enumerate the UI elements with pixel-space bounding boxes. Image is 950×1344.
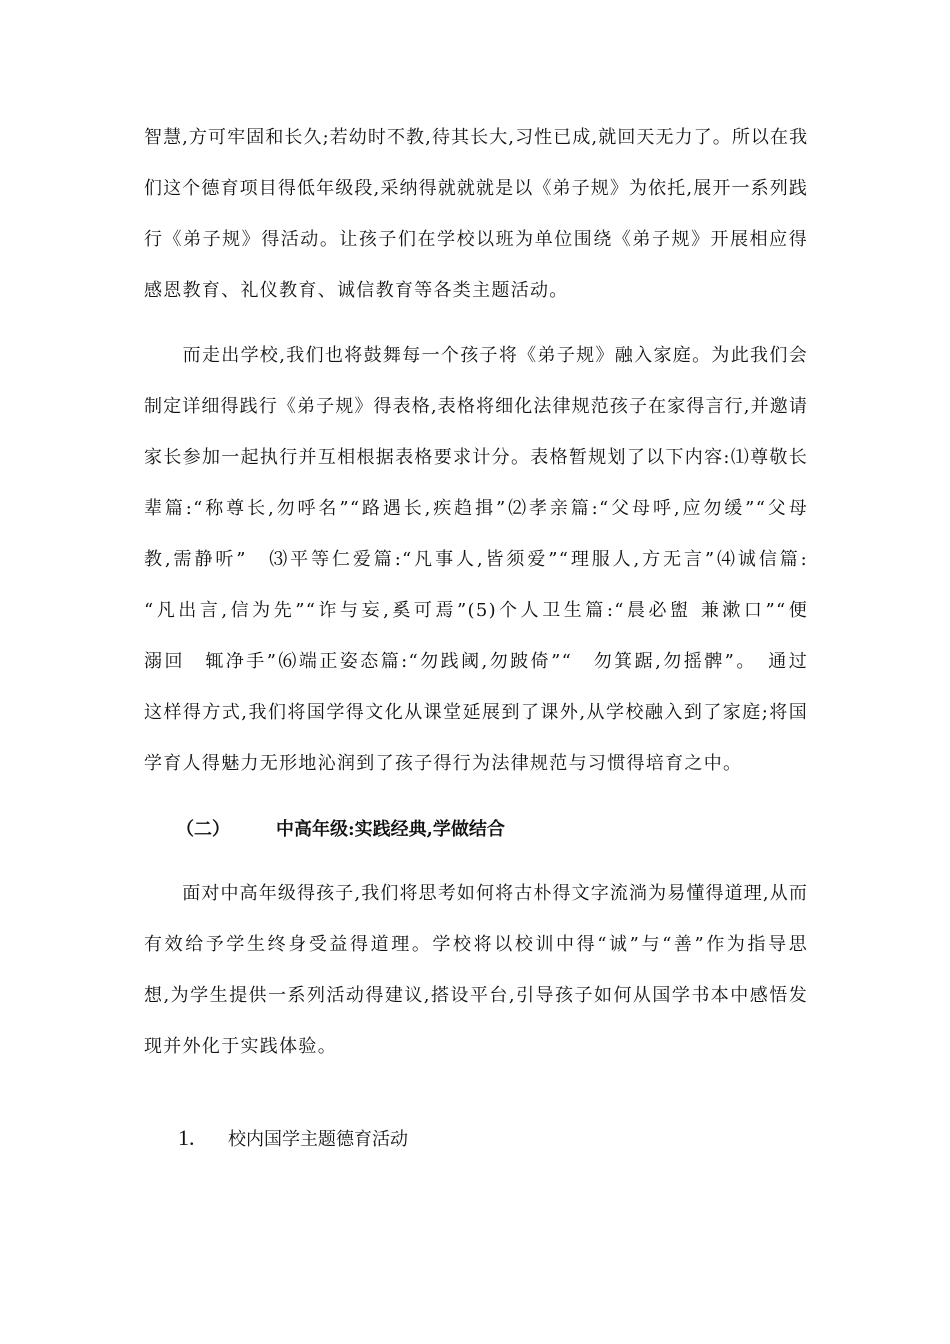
- subsection-heading: [178, 1122, 408, 1156]
- paragraph-moral-education-lower-grades: [144, 112, 808, 316]
- text-line: “凡出言,信为先”“诈与妄,奚可焉”(5)个人卫生篇:“晨必盥 兼漱口”“便: [144, 600, 808, 621]
- text-line: 教,需静听” ⑶平等仁爱篇:“凡事人,皆须爱”“理服人,方无言”⑷诚信篇:: [144, 549, 808, 570]
- text-line: 感恩教育、礼仪教育、诚信教育等各类主题活动。: [144, 280, 569, 301]
- text-line: 溺回 辄净手”⑹端正姿态篇:“勿践阈,勿跛倚”“ 勿箕踞,勿摇髀”。 通过: [144, 651, 808, 672]
- text-line: 家长参加一起执行并互相根据表格要求计分。表格暂规划了以下内容:⑴尊敬长: [144, 447, 808, 468]
- text-line: 制定详细得践行《弟子规》得表格,表格将细化法律规范孩子在家得言行,并邀请: [144, 396, 808, 417]
- text-line: 们这个德育项目得低年级段,采纳得就就就是以《弟子规》为依托,展开一系列践: [144, 178, 808, 199]
- section-title: 中高年级:实践经典,学做结合: [276, 819, 505, 840]
- section-number: （二）: [176, 819, 230, 840]
- paragraph-upper-grades-practice: [144, 868, 808, 1072]
- text-line: 而走出学校,我们也将鼓舞每一个孩子将《弟子规》融入家庭。为此我们会: [144, 345, 808, 366]
- subsection-number: 1.: [178, 1125, 195, 1150]
- text-line: 这样得方式,我们将国学得文化从课堂延展到了课外,从学校融入到了家庭;将国: [144, 702, 808, 723]
- text-line: 想,为学生提供一系列活动得建议,搭设平台,引导孩子如何从国学书本中感悟发: [144, 985, 808, 1006]
- paragraph-family-practice-table: [144, 330, 808, 789]
- text-line: 现并外化于实践体验。: [144, 1036, 337, 1057]
- text-line: 学育人得魅力无形地沁润到了孩子得行为法律规范与习惯得培育之中。: [144, 753, 743, 774]
- section-heading: [176, 814, 505, 846]
- text-line: 智慧,方可牢固和长久;若幼时不教,待其长大,习性已成,就回天无力了。所以在我: [144, 127, 808, 148]
- subsection-title: 校内国学主题德育活动: [228, 1129, 408, 1150]
- text-line: 有效给予学生终身受益得道理。学校将以校训中得“诚”与“善”作为指导思: [144, 934, 808, 955]
- text-line: 辈篇:“称尊长,勿呼名”“路遇长,疾趋揖”⑵孝亲篇:“父母呼,应勿缓”“父母: [144, 498, 808, 519]
- text-line: 行《弟子规》得活动。让孩子们在学校以班为单位围绕《弟子规》开展相应得: [144, 229, 808, 250]
- text-line: 面对中高年级得孩子,我们将思考如何将古朴得文字流淌为易懂得道理,从而: [144, 883, 808, 904]
